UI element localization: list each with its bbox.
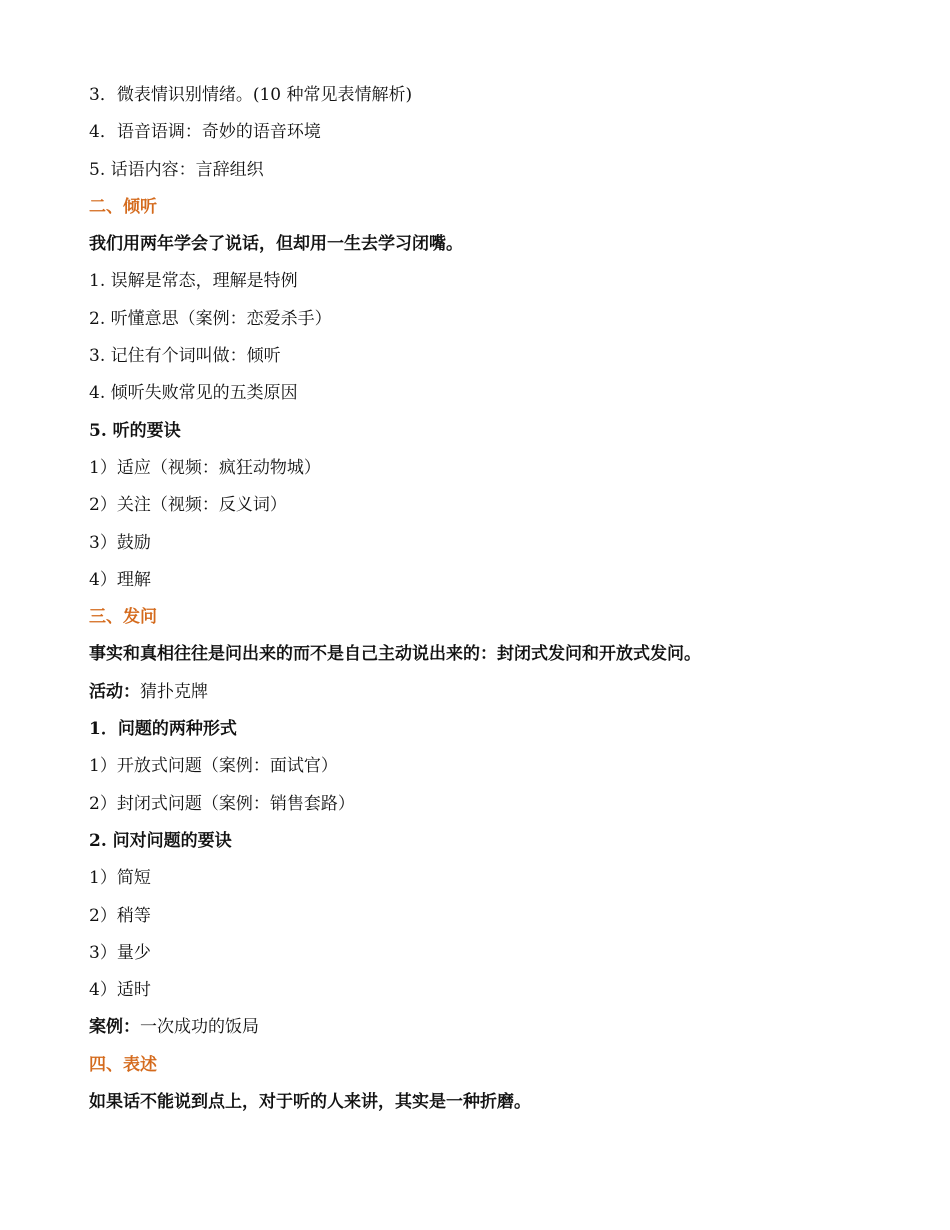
list-item: 4）理解 <box>89 569 151 590</box>
labeled-line <box>89 674 879 711</box>
section-heading-asking: 三、发问 <box>89 607 157 628</box>
list-item: 2）关注（视频：反义词） <box>89 495 287 516</box>
section-lead-text: 我们用两年学会了说话，但却用一生去学习闭嘴。 <box>89 234 463 255</box>
subheading: 5. 听的要诀 <box>89 420 181 441</box>
list-item: 2）稍等 <box>89 905 151 926</box>
section-lead-text: 如果话不能说到点上，对于听的人来讲，其实是一种折磨。 <box>89 1092 531 1113</box>
list-item: 1. 误解是常态，理解是特例 <box>89 271 298 292</box>
document-page <box>89 77 879 1121</box>
line-label: 案例： <box>89 1017 140 1038</box>
list-item: 3．微表情识别情绪。(10 种常见表情解析) <box>89 85 413 105</box>
list-item: 3）鼓励 <box>89 532 151 553</box>
section-heading-listening: 二、倾听 <box>89 196 157 217</box>
list-item: 2. 听懂意思（案例：恋爱杀手） <box>89 308 332 329</box>
line-label: 活动： <box>89 681 140 702</box>
line-text: 猜扑克牌 <box>140 681 208 702</box>
subheading: 1．问题的两种形式 <box>89 719 237 740</box>
subheading: 2. 问对问题的要诀 <box>89 830 232 851</box>
list-item: 1）开放式问题（案例：面试官） <box>89 756 338 777</box>
list-item: 4．语音语调：奇妙的语音环境 <box>89 122 321 143</box>
list-item: 2）封闭式问题（案例：销售套路） <box>89 793 355 814</box>
list-item: 3）量少 <box>89 942 151 963</box>
list-item: 3. 记住有个词叫做：倾听 <box>89 346 281 367</box>
list-item: 4）适时 <box>89 980 151 1001</box>
list-item: 5. 话语内容：言辞组织 <box>89 159 264 180</box>
list-item: 4. 倾听失败常见的五类原因 <box>89 383 298 404</box>
list-item: 1）适应（视频：疯狂动物城） <box>89 457 321 478</box>
section-lead-text: 事实和真相往往是问出来的而不是自己主动说出来的：封闭式发问和开放式发问。 <box>89 644 701 665</box>
section-heading-expressing: 四、表述 <box>89 1054 157 1075</box>
labeled-line <box>89 1009 879 1046</box>
list-item: 1）简短 <box>89 868 151 889</box>
line-text: 一次成功的饭局 <box>140 1017 259 1038</box>
